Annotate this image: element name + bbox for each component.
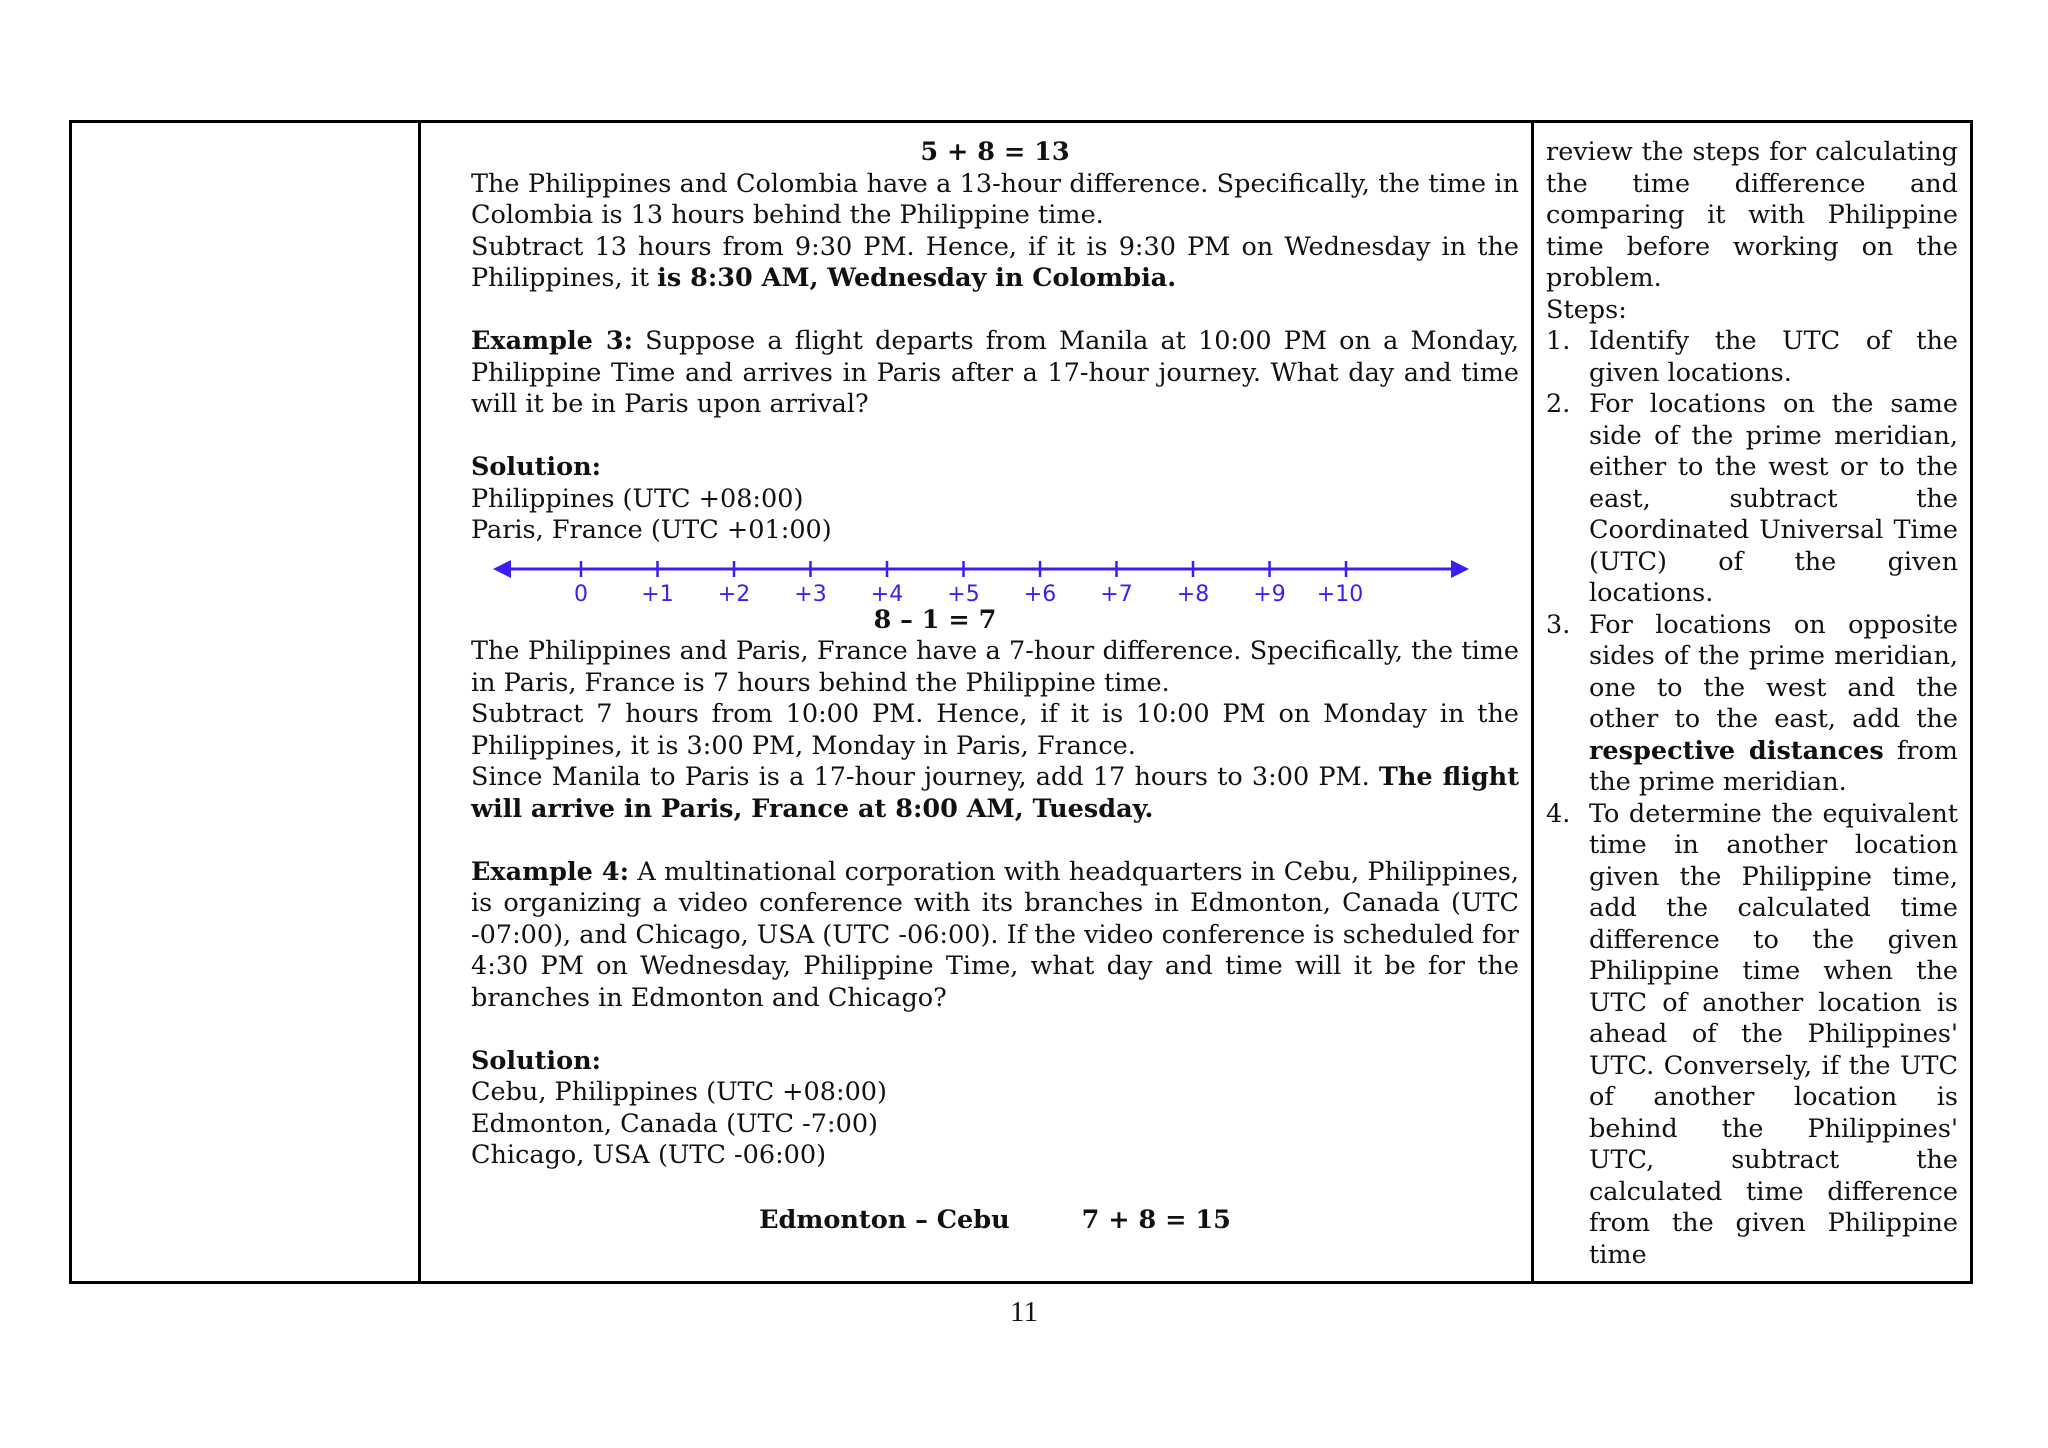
example-label: Example 3: [471, 326, 633, 356]
step-text: To determine the equivalent time in another location given the Philippine time, add the calculated time difference to the given Philippine time when the UTC of another location is ahead of the Philippines' UTC. Conversely, if the UTC of another location is behind the Philippines' UTC, subtract the calculated time difference from the given Philippine time [1589, 798, 1958, 1270]
paragraph-paris-result: Subtract 7 hours from 10:00 PM. Hence, if it is 10:00 PM on Monday in the Philippines, it is 3:00 PM, Monday in Paris, France. [471, 699, 1519, 761]
step-text: For locations on the same side of the prime meridian, either to the west or to the east, subtract the Coordinated Universal Time (UTC) of the given locations. [1589, 389, 1958, 608]
table-column-notes [1534, 123, 1970, 1281]
page-number: 11 [1010, 1296, 1038, 1328]
example-text: Suppose a flight departs from Manila at 10:00 PM on a Monday, Philippine Time and arrives in Paris after a 17-hour journey. What day and time will it be in Paris upon arrival? [471, 326, 1519, 419]
paragraph-flight-arrival [471, 762, 1519, 825]
notes-intro: review the steps for calculating the time difference and comparing it with Philippine time before working on the problem. [1546, 137, 1958, 293]
arrow-right-icon [1451, 560, 1469, 578]
solution-line: Cebu, Philippines (UTC +08:00) [471, 1077, 887, 1107]
paragraph-text: Since Manila to Paris is a 17-hour journey, add 17 hours to 3:00 PM. [471, 762, 1379, 792]
steps-list [1546, 326, 1958, 1271]
number-line-label: +1 [641, 581, 674, 607]
arrow-left-icon [493, 560, 511, 578]
solution-line: Philippines (UTC +08:00) [471, 483, 804, 514]
example-label: Example 4: [471, 856, 630, 887]
step-text: For locations on opposite sides of the prime meridian, one to the west and the other to the east, add the [1589, 609, 1958, 734]
step-number: 4. [1546, 798, 1571, 829]
step-text: from the prime meridian. [1589, 735, 1958, 797]
example-3 [471, 326, 1519, 421]
equation-1: 5 + 8 = 13 [920, 137, 1070, 167]
example-text: A multinational corporation with headquarters in Cebu, Philippines, is organizing a video conference with its branches in Edmonton, Canada (UTC -07:00), and Chicago, USA (UTC -06:00). If the video conference is scheduled for 4:30 PM on Wednesday, Philippine Time, what day and time will it be for the branches in Edmonton and Chicago? [471, 856, 1519, 1013]
number-line-label: +9 [1253, 581, 1286, 607]
lesson-table [69, 120, 1973, 1284]
number-line-label: +3 [794, 581, 827, 607]
equation-3 [471, 1205, 1519, 1237]
teacher-notes [1546, 137, 1958, 1271]
number-line-label: +7 [1100, 581, 1133, 607]
equation-label: Edmonton – Cebu [759, 1204, 1010, 1235]
number-line [471, 549, 1519, 611]
number-line-label: +10 [1316, 581, 1364, 607]
table-column-content [421, 123, 1534, 1281]
number-line-label: +6 [1023, 581, 1057, 607]
steps-label: Steps: [1546, 294, 1627, 325]
step-number: 2. [1546, 389, 1571, 419]
example-4 [471, 857, 1519, 1015]
equation-value: 7 + 8 = 15 [1081, 1204, 1231, 1235]
bold-answer: The flight will arrive in Paris, France at 8:00 AM, Tuesday. [471, 762, 1519, 824]
number-line-label: +4 [870, 581, 904, 607]
step-bold-text: respective distances [1589, 735, 1884, 766]
equation-2: 8 – 1 = 7 [873, 604, 997, 635]
solution-line: Edmonton, Canada (UTC -7:00) [471, 1108, 878, 1139]
main-content [471, 137, 1519, 1236]
step-text: Identify the UTC of the given locations. [1589, 326, 1958, 388]
table-column-empty [72, 123, 421, 1281]
step-number: 1. [1546, 326, 1571, 356]
bold-answer: is 8:30 AM, Wednesday in Colombia. [657, 263, 1177, 293]
number-line-label: +5 [947, 581, 980, 607]
solution-heading: Solution: [471, 1045, 602, 1076]
paragraph-colombia-difference: The Philippines and Colombia have a 13-hour difference. Specifically, the time in Colombia is 13 hours behind the Philippine time. [471, 168, 1519, 230]
paragraph-text: Subtract 13 hours from 9:30 PM. Hence, if it is 9:30 PM on Wednesday in the Philippines, it [471, 231, 1519, 293]
step-item [1546, 799, 1958, 1272]
number-line-label: +2 [717, 581, 751, 607]
step-item [1546, 389, 1958, 610]
solution-heading: Solution: [471, 452, 602, 482]
number-line-label: 0 [574, 581, 588, 607]
paragraph-paris-difference: The Philippines and Paris, France have a 7-hour difference. Specifically, the time in Paris, France is 7 hours behind the Philippine time. [471, 636, 1519, 698]
number-line-label: +8 [1176, 581, 1210, 607]
step-item [1546, 326, 1958, 389]
step-number: 3. [1546, 609, 1571, 640]
step-item [1546, 610, 1958, 799]
solution-line: Chicago, USA (UTC -06:00) [471, 1140, 827, 1170]
solution-line: Paris, France (UTC +01:00) [471, 515, 832, 545]
paragraph-colombia-result [471, 232, 1519, 295]
